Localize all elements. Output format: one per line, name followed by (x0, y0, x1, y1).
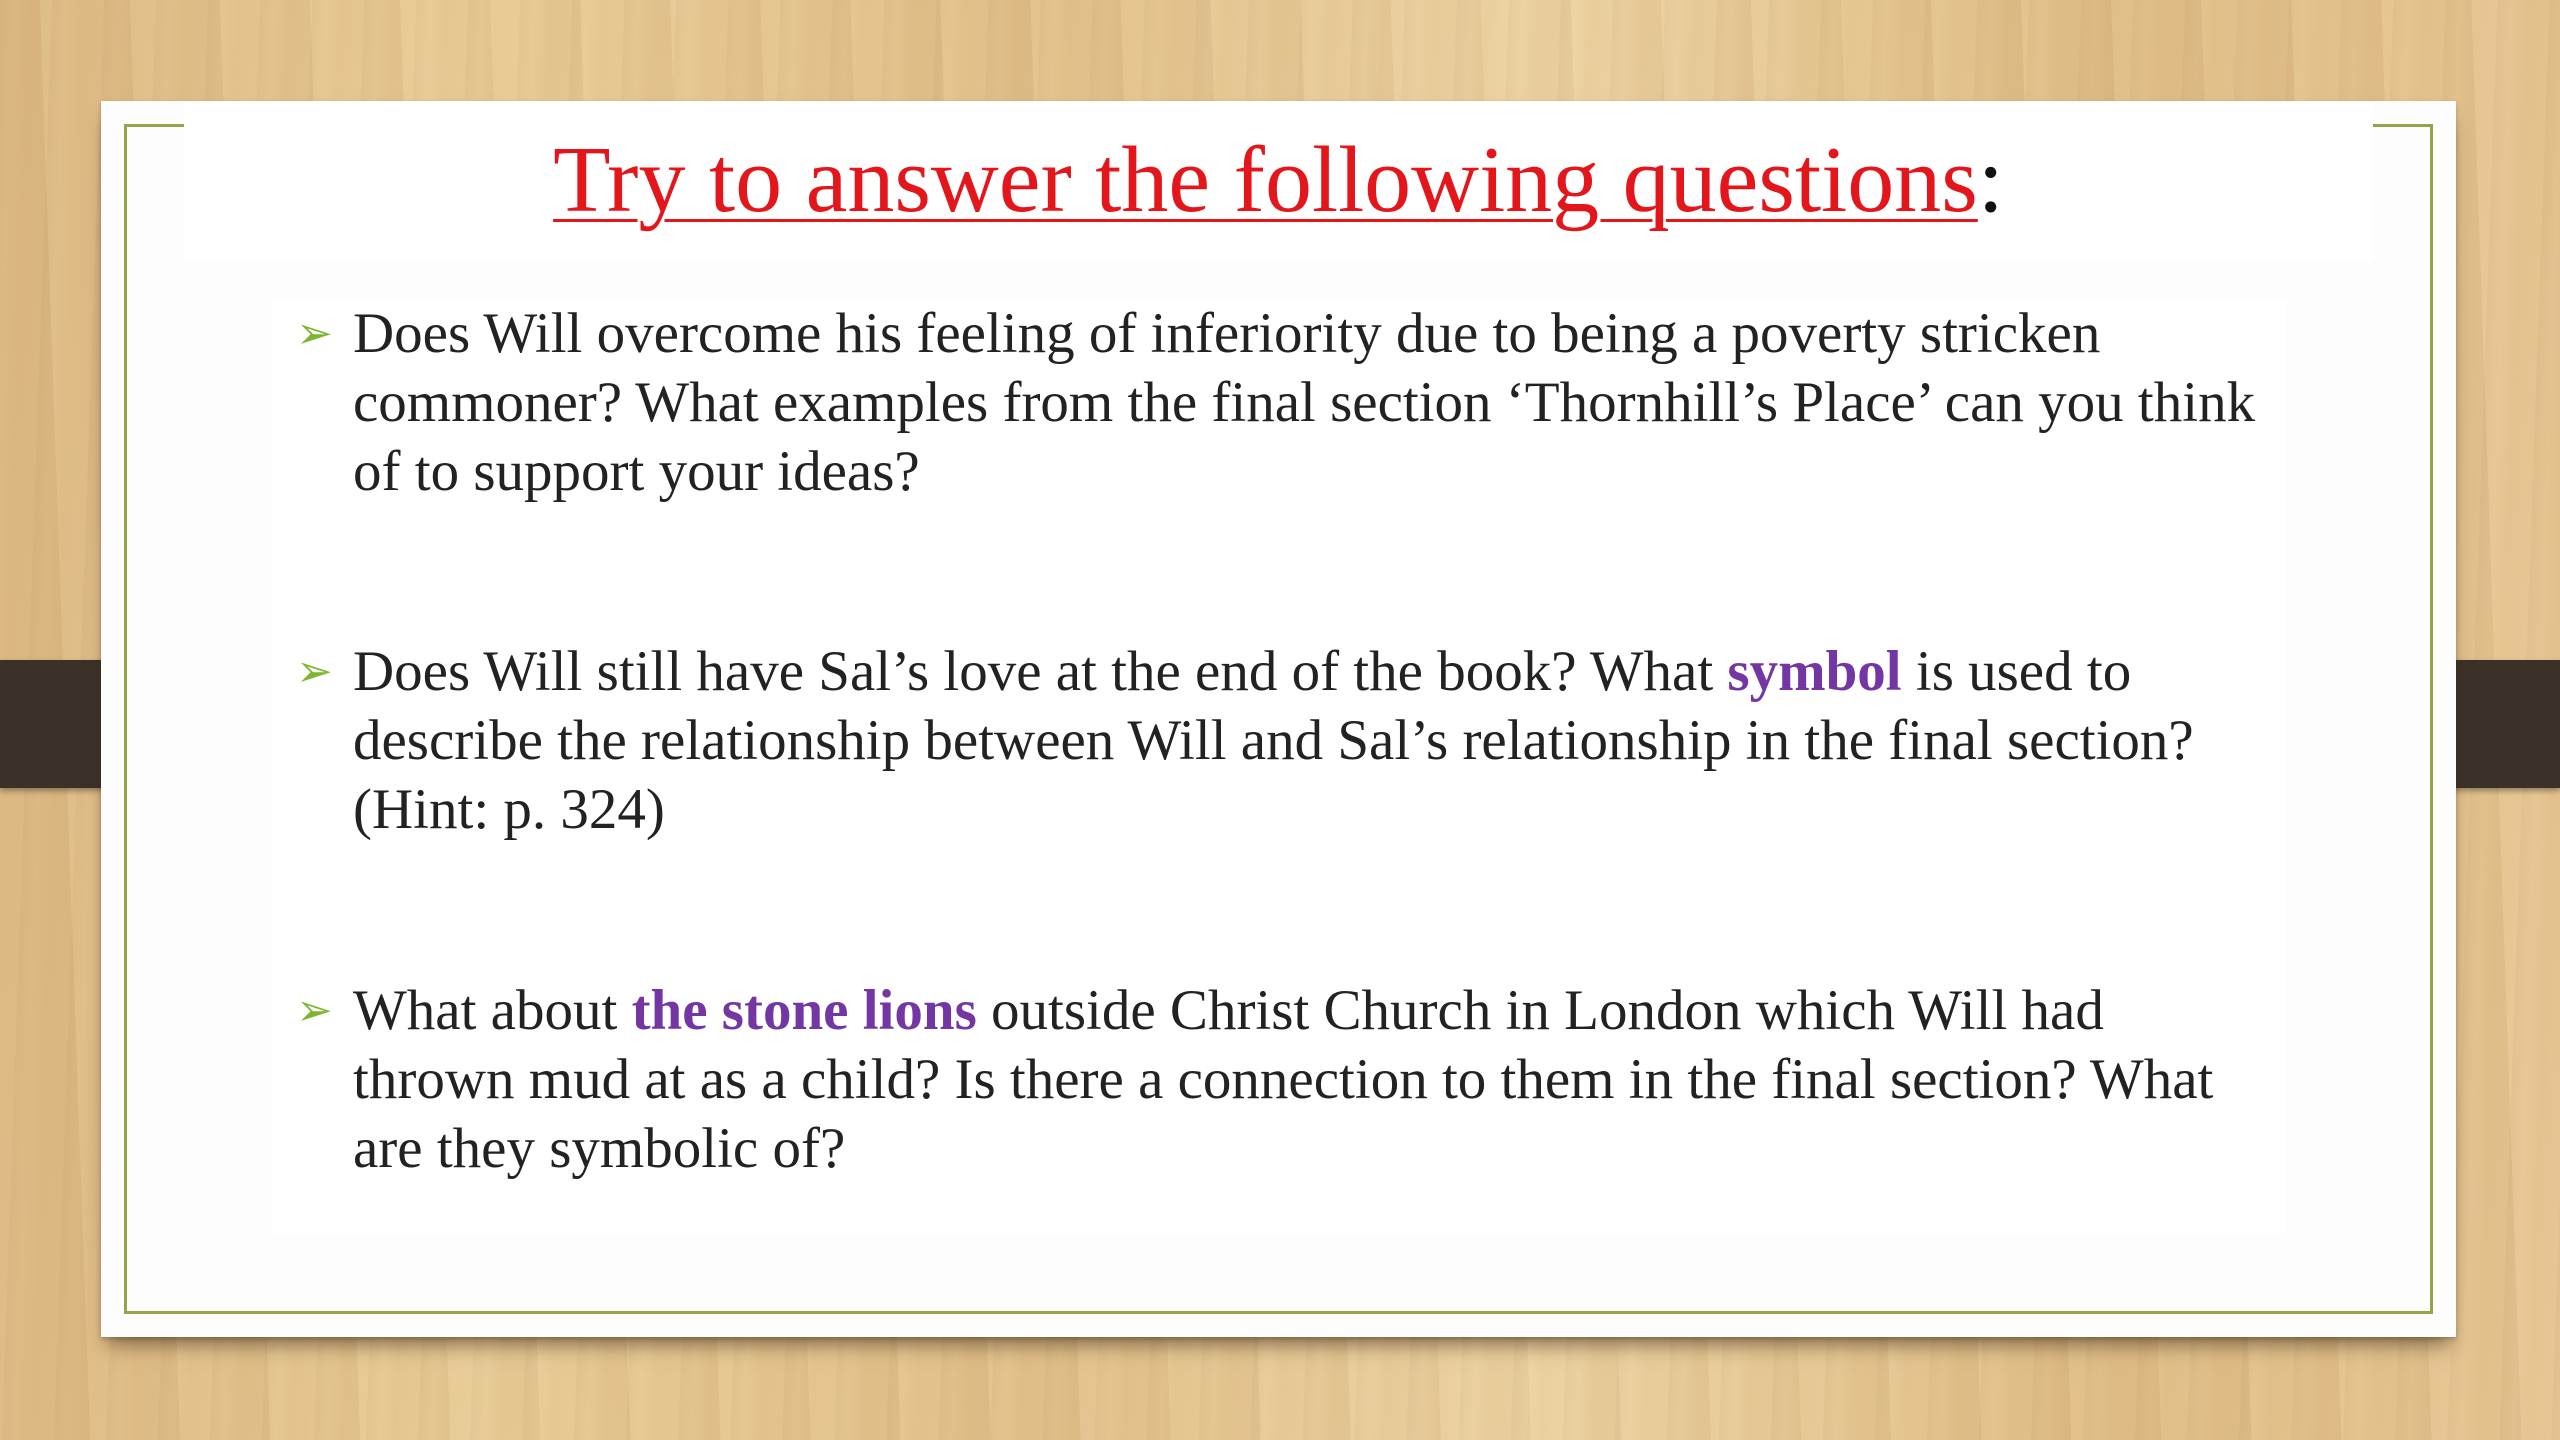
question-2-text-end: is used to describe the relationship between Will and Sal’s relationship in the final section? (Hint: p. 324) (353, 640, 2194, 841)
slide-card (101, 101, 2456, 1337)
frame-left-border (124, 124, 187, 1314)
arrow-bullet-icon: ➢ (296, 985, 333, 1036)
title-band (184, 101, 2373, 261)
arrow-bullet-icon: ➢ (296, 646, 333, 697)
question-text-1 (353, 299, 2276, 506)
question-item-1 (296, 299, 2276, 506)
question-3-text-end: outside Christ Church in London which Will had thrown mud at as a child? Is there a connection to them in the final section? What are they symbolic of? (353, 979, 2214, 1180)
question-item-2 (296, 637, 2276, 844)
frame-bottom-border (124, 1311, 2433, 1314)
question-item-3 (296, 976, 2276, 1183)
question-text-3 (353, 976, 2276, 1183)
question-text-2 (353, 637, 2276, 844)
question-list (271, 299, 2286, 1234)
slide-title-text: Try to answer the following questions (553, 128, 1978, 232)
question-2-emphasis: symbol (1727, 640, 1902, 703)
slide-title-colon: : (1977, 128, 2004, 232)
question-3-text-start: What about (353, 979, 632, 1042)
question-2-text-start: Does Will still have Sal’s love at the end of the book? What (353, 640, 1728, 703)
frame-right-border (2370, 124, 2433, 1314)
arrow-bullet-icon: ➢ (296, 308, 333, 359)
question-1-text: Does Will overcome his feeling of inferiority due to being a poverty stricken commoner? What examples from the final section ‘Thornhill’s Place’ can you think of to support your ideas? (353, 302, 2256, 503)
slide-title (184, 101, 2373, 232)
question-3-emphasis: the stone lions (631, 979, 977, 1042)
